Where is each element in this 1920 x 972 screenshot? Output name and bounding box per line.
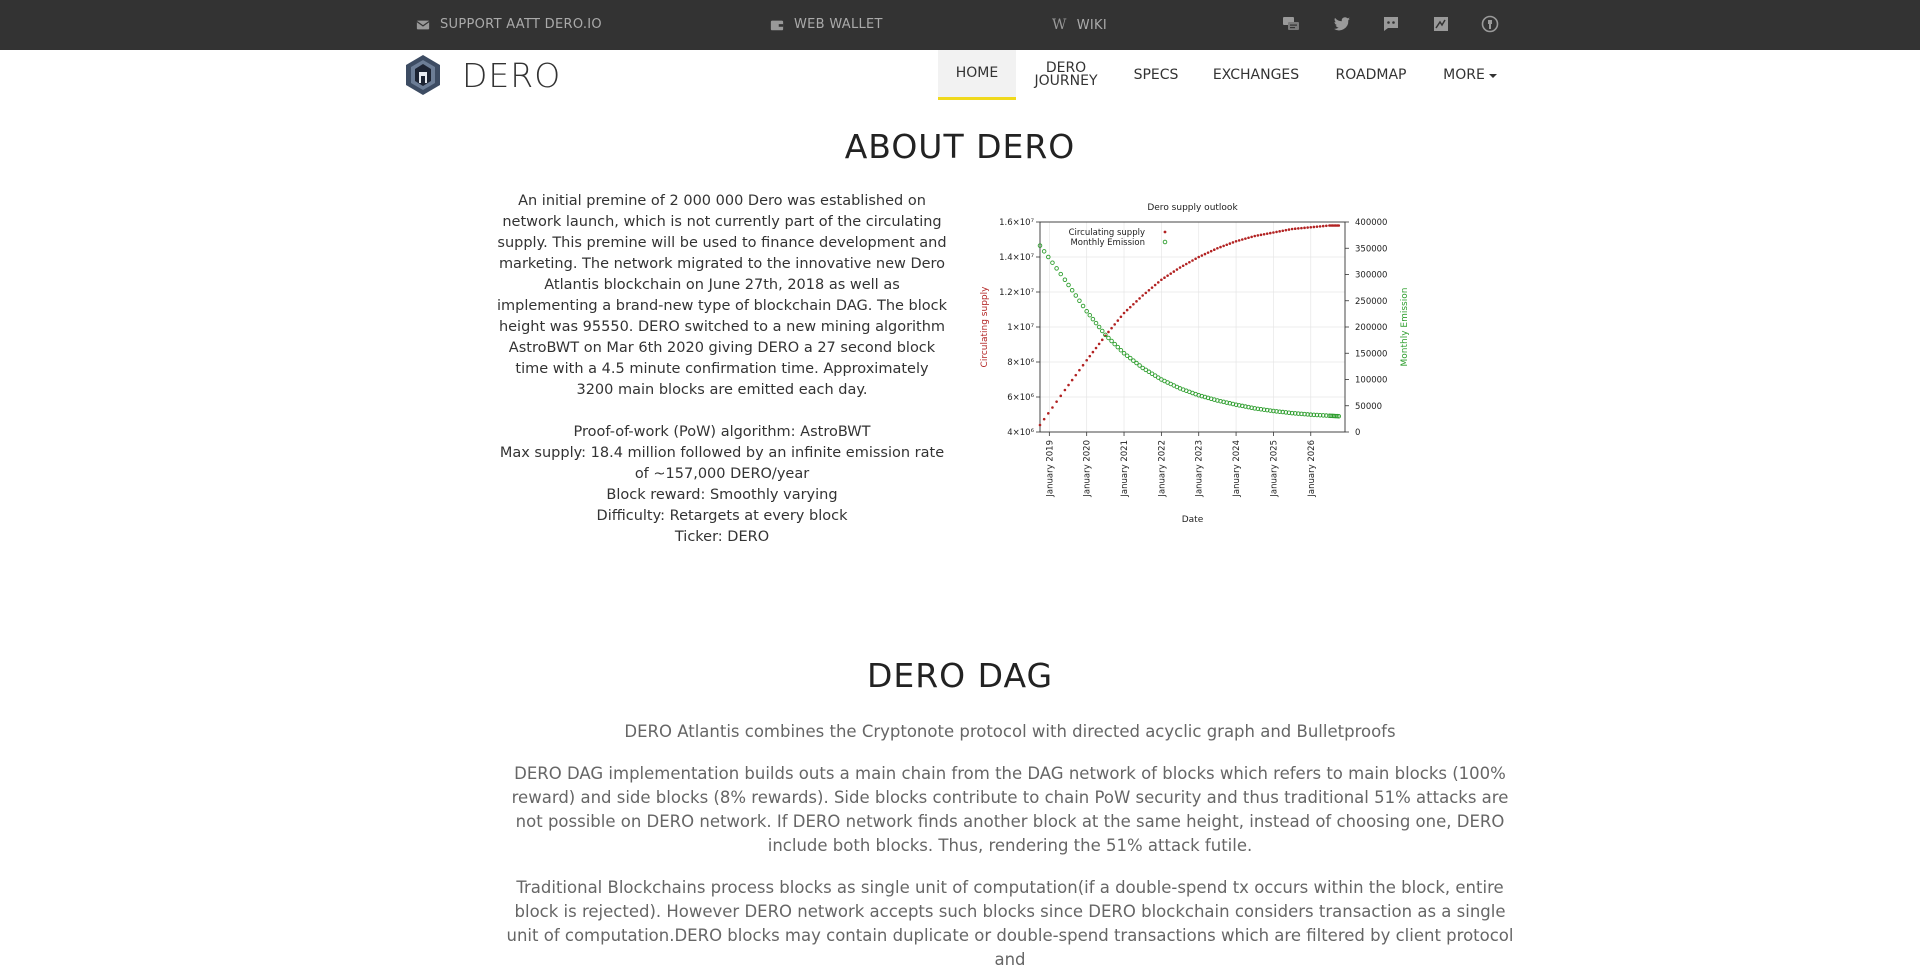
chart-point-circulating-supply	[1253, 235, 1256, 238]
chart-point-circulating-supply	[1294, 227, 1297, 230]
chart-point-circulating-supply	[1306, 226, 1309, 229]
chart-point-monthly-emission	[1113, 342, 1117, 346]
chart-x-axis-label: Date	[1181, 515, 1204, 525]
chart-point-circulating-supply	[1078, 369, 1081, 372]
chart-y2-tick-label: 400000	[1355, 218, 1388, 228]
chart-point-circulating-supply	[1197, 256, 1200, 259]
chart-point-circulating-supply	[1194, 257, 1197, 260]
dag-paragraph-3: Traditional Blockchains process blocks as single unit of computation(if a double-spend tx occurs within the block, entire block is rejected). However DERO network accepts such blocks since DERO blockchain considers transaction as a single unit of computation.DERO blocks may contain duplicate or double-spend transactions which are filtered by client protocol and	[506, 878, 1514, 969]
chart-point-monthly-emission	[1088, 313, 1092, 317]
chart-point-circulating-supply	[1135, 300, 1138, 303]
chart-y2-tick-label: 0	[1355, 428, 1361, 438]
chart-point-circulating-supply	[1047, 412, 1050, 415]
chart-point-monthly-emission	[1091, 317, 1095, 321]
chart-point-circulating-supply	[1166, 274, 1169, 277]
chart-x-tick-label: January 2023	[1194, 440, 1205, 497]
chart-point-circulating-supply	[1219, 246, 1222, 249]
chart-point-circulating-supply	[1291, 228, 1294, 231]
chart-point-monthly-emission	[1116, 345, 1120, 349]
chart-y2-tick-label: 300000	[1355, 270, 1388, 281]
chart-point-circulating-supply	[1107, 331, 1110, 334]
chart-point-monthly-emission	[1119, 348, 1123, 352]
chart-point-circulating-supply	[1204, 253, 1207, 256]
spec-ticker: Ticker: DERO	[674, 529, 770, 545]
chart-point-circulating-supply	[1316, 225, 1319, 228]
chart-point-circulating-supply	[1163, 276, 1166, 279]
envelope-icon	[416, 18, 430, 32]
dero-logo-icon	[404, 54, 442, 96]
chart-point-circulating-supply	[1126, 309, 1129, 312]
github-icon[interactable]	[1481, 15, 1501, 35]
chart-point-monthly-emission	[1107, 336, 1111, 340]
nav-exchanges-label: EXCHANGES	[1212, 66, 1300, 83]
about-title: ABOUT DERO	[844, 127, 1076, 166]
chart-y-tick-label: 1.6×10⁷	[999, 218, 1034, 228]
dag-paragraph-2: DERO DAG implementation builds outs a main chain from the DAG network of blocks which refers to main blocks (100% reward) and side blocks (8% rewards). Side blocks contribute to chain PoW security and thus traditional 51% attacks are not possible on DERO network. If DERO network finds another block at the same height, instead of choosing one, DERO include both blocks. Thus, rendering the 51% attack futile.	[511, 764, 1509, 855]
spec-max-supply: Max supply: 18.4 million followed by an infinite emission rate of ~157,000 DERO/year	[499, 445, 945, 482]
chart-point-circulating-supply	[1071, 379, 1074, 382]
nav-dero-journey-line2: JOURNEY	[1034, 73, 1098, 89]
chart-point-circulating-supply	[1055, 400, 1058, 403]
chart-point-monthly-emission	[1042, 250, 1046, 254]
nav-exchanges[interactable]	[1204, 50, 1308, 100]
chart-point-circulating-supply	[1222, 245, 1225, 248]
nav-more-label: MORE	[1443, 66, 1485, 83]
nav-roadmap-label: ROADMAP	[1335, 66, 1407, 83]
chart-point-circulating-supply	[1101, 339, 1104, 342]
chart-point-circulating-supply	[1098, 343, 1101, 346]
chart-point-circulating-supply	[1225, 243, 1228, 246]
chart-point-circulating-supply	[1085, 359, 1088, 362]
chart-point-circulating-supply	[1241, 238, 1244, 241]
chart-point-monthly-emission	[1078, 299, 1082, 303]
nav-dero-journey[interactable]	[1022, 50, 1110, 100]
discord-icon[interactable]	[1382, 15, 1402, 35]
chart-point-circulating-supply	[1141, 294, 1144, 297]
chart-point-circulating-supply	[1160, 278, 1163, 281]
chart-point-circulating-supply	[1110, 327, 1113, 330]
chart-point-monthly-emission	[1051, 261, 1055, 265]
spec-block-reward: Block reward: Smoothly varying	[606, 487, 838, 503]
supply-chart	[975, 196, 1415, 532]
chart-point-monthly-emission	[1100, 329, 1104, 333]
chart-point-circulating-supply	[1244, 237, 1247, 240]
chart-point-monthly-emission	[1059, 272, 1063, 276]
chart-point-circulating-supply	[1182, 264, 1185, 267]
chart-point-circulating-supply	[1309, 226, 1312, 229]
chart-point-circulating-supply	[1266, 232, 1269, 235]
chart-legend-label-supply: Circulating supply	[1068, 228, 1145, 238]
chart-point-circulating-supply	[1074, 374, 1077, 377]
chart-point-circulating-supply	[1157, 281, 1160, 284]
chart-point-circulating-supply	[1235, 240, 1238, 243]
wiki-label: WIKI	[1076, 17, 1107, 33]
chart-point-circulating-supply	[1039, 424, 1042, 427]
chart-point-circulating-supply	[1145, 292, 1148, 295]
forum-icon[interactable]	[1282, 15, 1302, 35]
caret-down-icon	[1489, 74, 1497, 78]
chart-x-tick-label: January 2022	[1157, 440, 1168, 497]
chart-point-monthly-emission	[1055, 267, 1059, 271]
chart-point-circulating-supply	[1300, 227, 1303, 230]
chart-point-monthly-emission	[1070, 288, 1074, 292]
chart-point-circulating-supply	[1325, 224, 1328, 227]
supply-chart-svg	[975, 196, 1415, 532]
chart-point-circulating-supply	[1191, 259, 1194, 262]
chart-x-tick-label: January 2019	[1045, 440, 1056, 497]
chart-point-monthly-emission	[1110, 339, 1114, 343]
chart-y2-tick-label: 100000	[1355, 375, 1388, 386]
chart-point-circulating-supply	[1250, 236, 1253, 239]
chart-y-tick-label: 4×10⁶	[1007, 428, 1034, 438]
chart-y-axis-label: Circulating supply	[980, 286, 990, 368]
chart-y2-tick-label: 50000	[1355, 401, 1383, 412]
chart-point-circulating-supply	[1148, 289, 1151, 292]
chart-y-tick-label: 1×10⁷	[1007, 323, 1034, 333]
wikipedia-icon: W	[1052, 17, 1067, 33]
chart-point-circulating-supply	[1281, 229, 1284, 232]
chart-point-circulating-supply	[1322, 225, 1325, 228]
chart-point-circulating-supply	[1113, 323, 1116, 326]
chart-point-circulating-supply	[1120, 315, 1123, 318]
chart-point-circulating-supply	[1303, 227, 1306, 230]
chart-point-monthly-emission	[1074, 294, 1078, 298]
chart-point-circulating-supply	[1213, 248, 1216, 251]
chart-point-monthly-emission	[1081, 304, 1085, 308]
chart-x-tick-label: January 2026	[1306, 440, 1317, 497]
top-bar	[0, 0, 1920, 50]
chart-point-circulating-supply	[1247, 236, 1250, 239]
nav-home[interactable]	[938, 50, 1016, 100]
chart-point-circulating-supply	[1319, 225, 1322, 228]
chart-point-circulating-supply	[1285, 229, 1288, 232]
chart-y2-tick-label: 200000	[1355, 323, 1388, 333]
chart-point-circulating-supply	[1117, 319, 1120, 322]
chart-point-circulating-supply	[1188, 261, 1191, 264]
chart-point-circulating-supply	[1064, 389, 1067, 392]
chart-y-tick-label: 6×10⁶	[1007, 393, 1034, 403]
chart-point-circulating-supply	[1043, 418, 1046, 421]
twitter-icon[interactable]	[1333, 15, 1353, 35]
chart-legend-label-emission: Monthly Emission	[1070, 238, 1145, 248]
chart-point-monthly-emission	[1063, 278, 1067, 282]
chart-point-circulating-supply	[1297, 227, 1300, 230]
chart-point-circulating-supply	[1263, 233, 1266, 236]
chart-point-circulating-supply	[1051, 406, 1054, 409]
chart-y-tick-label: 8×10⁶	[1007, 358, 1034, 368]
chart-point-circulating-supply	[1313, 226, 1316, 229]
chart-point-circulating-supply	[1210, 250, 1213, 253]
about-paragraph: An initial premine of 2 000 000 Dero was established on network launch, which is not currently part of the circulating supply. This premine will be used to finance development and marketing. The network migrated to the innovative new Dero Atlantis blockchain on June 27th, 2018 as well as implementing a brand-new type of blockchain DAG. The block height was 95550. DERO switched to a new mining algorithm AstroBWT on Mar 6th 2020 giving DERO a 27 second block time with a 4.5 minute confirmation time. Approximately 3200 main blocks are emitted each day.	[496, 193, 948, 398]
brand-home-link[interactable]	[404, 54, 561, 96]
chart-point-circulating-supply	[1201, 254, 1204, 257]
chart-point-circulating-supply	[1123, 312, 1126, 315]
chart-point-circulating-supply	[1260, 234, 1263, 237]
chart-x-tick-label: January 2025	[1269, 440, 1280, 497]
chart-point-monthly-emission	[1067, 283, 1071, 287]
chart-point-circulating-supply	[1151, 286, 1154, 289]
chart-x-tick-label: January 2020	[1082, 440, 1093, 497]
chart-point-circulating-supply	[1082, 364, 1085, 367]
brand-name: DERO	[462, 55, 562, 95]
dag-paragraph-1: DERO Atlantis combines the Cryptonote protocol with directed acyclic graph and Bulletproofs	[624, 722, 1396, 741]
web-wallet-link[interactable]	[770, 17, 883, 32]
chart-y2-axis-label: Monthly Emission	[1400, 287, 1410, 367]
about-text	[496, 191, 948, 548]
chart-point-circulating-supply	[1269, 232, 1272, 235]
chart-point-circulating-supply	[1238, 239, 1241, 242]
chart-point-circulating-supply	[1154, 284, 1157, 287]
chart-point-circulating-supply	[1067, 384, 1070, 387]
spec-difficulty: Difficulty: Retargets at every block	[596, 508, 848, 524]
chart-point-circulating-supply	[1179, 266, 1182, 269]
web-wallet-label: WEB WALLET	[794, 17, 883, 32]
dag-text	[500, 720, 1520, 972]
nav-home-label: HOME	[955, 65, 999, 81]
spec-algorithm: Proof-of-work (PoW) algorithm: AstroBWT	[573, 424, 871, 440]
chart-y2-tick-label: 250000	[1355, 296, 1388, 307]
dag-title: DERO DAG	[866, 656, 1054, 695]
chart-legend-marker-emission	[1163, 240, 1167, 244]
chart-point-circulating-supply	[1092, 351, 1095, 354]
main-navbar	[0, 50, 1920, 100]
chart-point-circulating-supply	[1169, 272, 1172, 275]
wiki-link[interactable]	[1052, 17, 1107, 33]
chart-point-circulating-supply	[1173, 270, 1176, 273]
chart-point-circulating-supply	[1138, 297, 1141, 300]
medium-icon[interactable]	[1432, 15, 1452, 35]
chart-point-circulating-supply	[1278, 230, 1281, 233]
chart-point-circulating-supply	[1288, 228, 1291, 231]
chart-y-tick-label: 1.4×10⁷	[999, 253, 1034, 263]
chart-y2-tick-label: 150000	[1355, 349, 1388, 360]
nav-specs[interactable]	[1124, 50, 1188, 100]
chart-point-circulating-supply	[1088, 355, 1091, 358]
nav-specs-label: SPECS	[1133, 66, 1179, 83]
chart-point-circulating-supply	[1185, 263, 1188, 266]
chart-y-tick-label: 1.2×10⁷	[999, 288, 1034, 298]
chart-point-circulating-supply	[1129, 306, 1132, 309]
support-link[interactable]	[416, 17, 602, 32]
chart-point-circulating-supply	[1207, 251, 1210, 254]
chart-point-circulating-supply	[1272, 231, 1275, 234]
chart-x-tick-label: January 2021	[1120, 440, 1131, 497]
chart-point-circulating-supply	[1232, 241, 1235, 244]
nav-roadmap[interactable]	[1324, 50, 1418, 100]
chart-legend-marker-supply	[1164, 231, 1167, 234]
chart-point-monthly-emission	[1094, 321, 1098, 325]
chart-title: Dero supply outlook	[1147, 203, 1238, 213]
chart-point-circulating-supply	[1216, 247, 1219, 250]
chart-point-circulating-supply	[1275, 231, 1278, 234]
chart-y2-tick-label: 350000	[1355, 244, 1388, 255]
support-label: SUPPORT AATT DERO.IO	[440, 17, 602, 32]
chart-point-circulating-supply	[1229, 242, 1232, 245]
nav-dero-journey-line1: DERO	[1045, 60, 1087, 76]
nav-more-dropdown[interactable]	[1436, 50, 1504, 100]
wallet-icon	[770, 18, 784, 32]
chart-x-tick-label: January 2024	[1232, 440, 1243, 497]
chart-point-circulating-supply	[1176, 268, 1179, 271]
chart-point-circulating-supply	[1095, 347, 1098, 350]
chart-point-circulating-supply	[1132, 303, 1135, 306]
chart-point-circulating-supply	[1059, 395, 1062, 398]
chart-point-circulating-supply	[1257, 234, 1260, 237]
chart-point-circulating-supply	[1337, 224, 1340, 227]
